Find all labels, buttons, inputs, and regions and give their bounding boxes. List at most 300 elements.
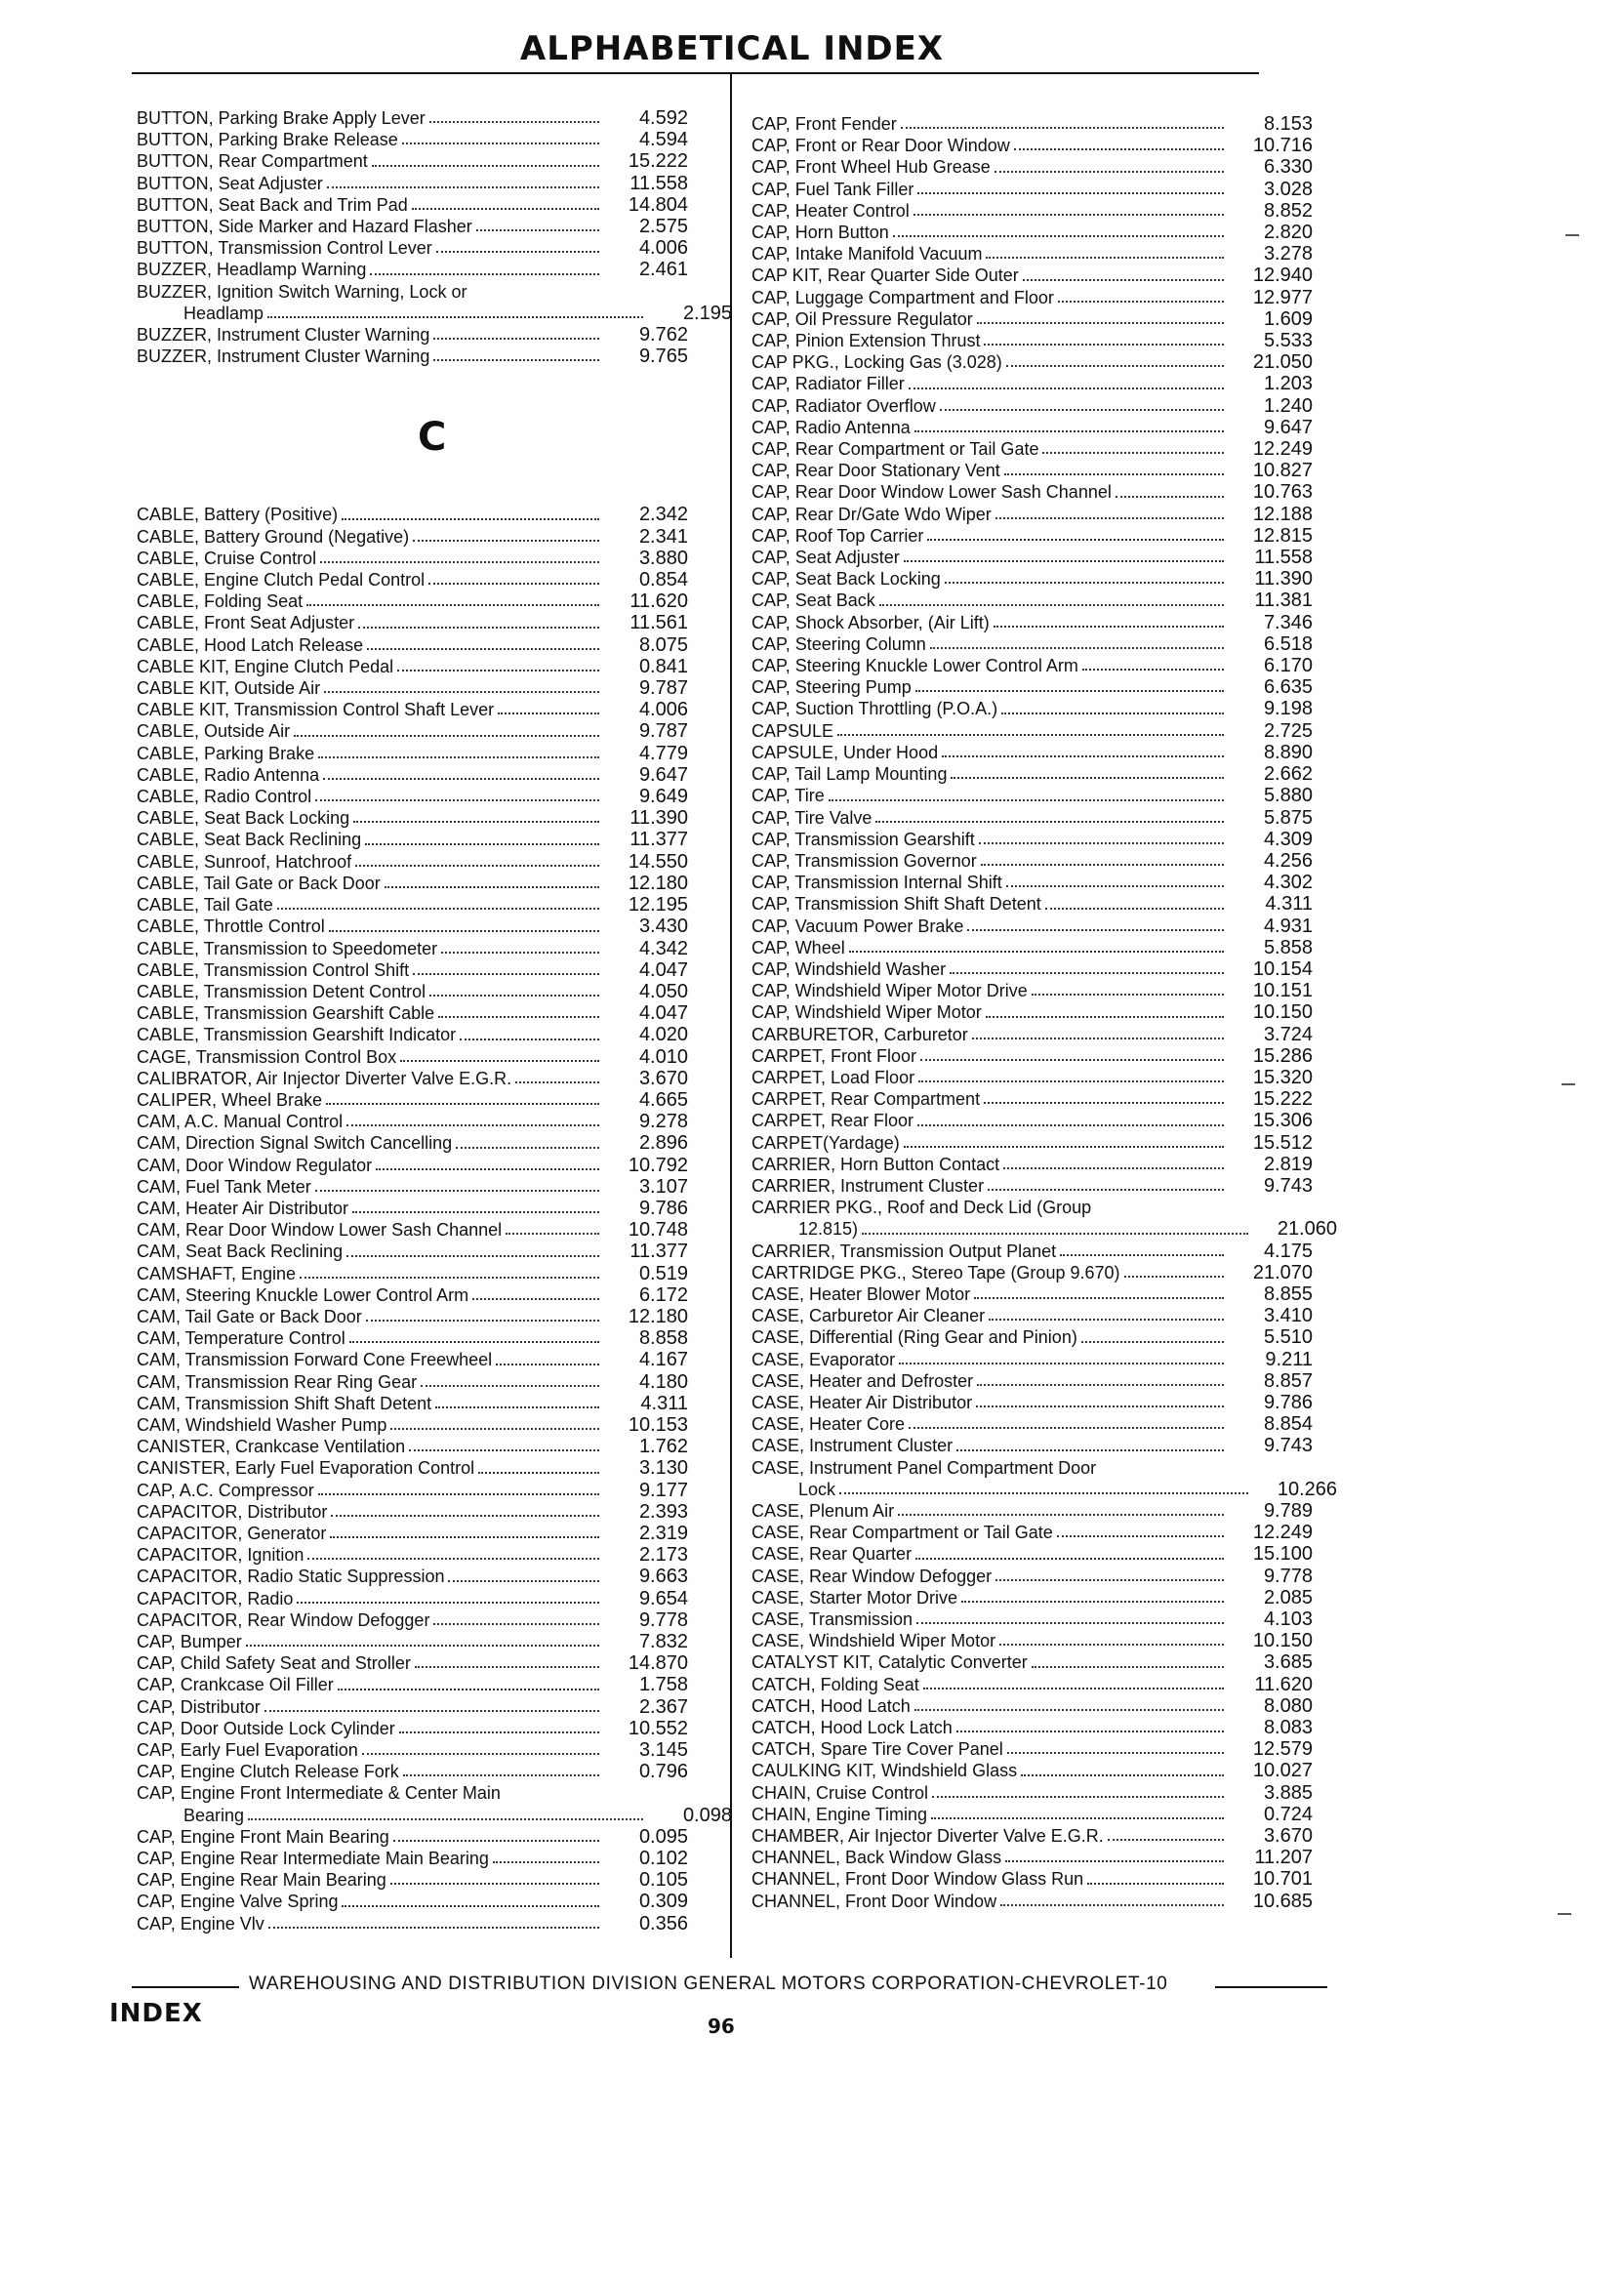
leader-dots [397,670,599,672]
entry-label: CHAIN, Engine Timing [751,1804,928,1824]
entry-label: CASE, Differential (Ring Gear and Pinion) [751,1327,1077,1348]
entry-label: CABLE, Outside Air [137,721,291,742]
index-entry [137,194,732,216]
leader-dots [352,1211,599,1213]
entry-label: CAM, Steering Knuckle Lower Control Arm [137,1284,469,1305]
entry-name [751,763,1230,785]
entry-name [137,569,605,590]
entry-reference-number: 2.341 [638,525,688,548]
entry-label: CAM, Door Window Regulator [137,1155,373,1175]
index-entry [751,1804,1337,1825]
index-entry [751,1001,1337,1023]
entry-label: CARRIER PKG., Roof and Deck Lid (Group [751,1198,1092,1218]
index-entry [137,656,732,677]
index-entry [751,1695,1337,1717]
entry-reference-number: 10.748 [628,1219,688,1242]
entry-reference-number: 5.880 [1263,785,1313,807]
leader-dots [1032,1666,1224,1668]
leader-dots [1000,1904,1224,1906]
leader-dots [984,344,1224,346]
leader-dots [915,1558,1224,1560]
leader-dots [918,1080,1224,1082]
leader-dots [370,273,599,275]
index-entry [751,1587,1337,1608]
entry-label: CALIPER, Wheel Brake [137,1089,323,1110]
entry-name [137,1826,605,1848]
entry-label: CAP, Rear Door Stationary Vent [751,461,1000,481]
entry-reference-number: 4.779 [638,742,688,764]
entry-reference-number: 9.211 [1265,1348,1313,1370]
entry-name [137,612,605,633]
entry-name [751,590,1230,611]
entry-reference-number: 0.098 [682,1804,732,1826]
entry-label: CABLE, Seat Back Locking [137,808,350,829]
leader-dots [995,1579,1224,1581]
entry-reference-number: 4.103 [1263,1608,1313,1631]
leader-dots [1082,669,1224,671]
entry-label: CABLE, Transmission Gearshift Indicator [137,1025,457,1045]
leader-dots [875,821,1224,823]
entry-reference-number: 4.311 [640,1392,688,1414]
entries-b-list [137,107,732,367]
entry-reference-number: 11.377 [629,829,688,851]
entry-label: CAP, Tail Lamp Mounting [751,764,948,785]
entry-name [137,1913,605,1934]
entry-label: CAM, Transmission Shift Shaft Detent [137,1393,432,1413]
entry-name [751,742,1230,763]
leader-dots [390,1883,599,1885]
leader-dots [372,165,599,167]
leader-dots [349,1341,599,1343]
entry-reference-number: 1.203 [1263,373,1313,395]
index-entry [751,1543,1337,1565]
leader-dots [956,1449,1224,1451]
entry-label: CARPET, Rear Floor [751,1111,914,1131]
index-entry [137,807,732,829]
leader-dots [402,142,599,144]
index-entry [137,699,732,720]
index-entry [137,1782,732,1804]
leader-dots [977,322,1224,324]
entry-label: CAP, Transmission Governor [751,850,977,871]
index-entry [751,980,1337,1001]
index-entry [751,807,1337,829]
leader-dots [995,171,1224,173]
entry-name [751,785,1230,806]
entry-reference-number: 14.870 [628,1652,688,1675]
entry-reference-number: 0.102 [638,1848,688,1870]
leader-dots [307,1558,599,1560]
entry-reference-number: 9.278 [638,1111,688,1133]
index-entry [751,179,1337,200]
entry-name [751,1305,1230,1326]
index-entry [137,590,732,612]
leader-dots [315,1190,599,1192]
index-entry [751,742,1337,763]
entry-reference-number: 12.180 [628,1305,688,1327]
entry-name [137,1457,605,1479]
entry-reference-number: 3.885 [1263,1781,1313,1804]
entry-reference-number: 2.367 [638,1695,688,1718]
index-entry [137,612,732,633]
entry-label: CAP, Crankcase Oil Filler [137,1675,334,1695]
entry-reference-number: 8.855 [1263,1282,1313,1305]
entry-label: CATALYST KIT, Catalytic Converter [751,1652,1028,1673]
entry-label: CASE, Rear Compartment or Tail Gate [751,1523,1053,1543]
leader-dots [909,387,1224,389]
entry-label: CAM, Transmission Forward Cone Freewheel [137,1350,493,1370]
index-entry [751,373,1337,394]
entry-reference-number: 10.827 [1252,460,1313,482]
entry-reference-number: 9.177 [638,1479,688,1501]
entry-name [751,1695,1230,1717]
entry-label: CATCH, Hood Latch [751,1695,911,1716]
entry-reference-number: 12.195 [628,894,688,916]
entries-right-list [751,113,1337,1912]
entry-label: CANISTER, Early Fuel Evaporation Control [137,1458,475,1479]
entry-name [137,1068,605,1089]
entry-label: CAM, Temperature Control [137,1328,345,1349]
entry-reference-number: 2.662 [1263,763,1313,786]
index-entry [137,1457,732,1479]
entry-name [137,1501,605,1523]
index-entry [751,1847,1337,1868]
index-entry [751,222,1337,243]
leader-dots [353,821,599,823]
index-entry [751,547,1337,568]
entry-name [751,829,1230,850]
entry-name [137,916,605,937]
index-entry [751,829,1337,850]
entry-label: CARPET(Yardage) [751,1132,900,1153]
index-entry [751,156,1337,178]
entry-reference-number: 11.561 [629,612,688,634]
leader-dots [951,777,1224,779]
entry-label: CASE, Heater Blower Motor [751,1283,971,1304]
entry-reference-number: 2.173 [638,1544,688,1567]
entry-label: CAPACITOR, Ignition [137,1545,304,1566]
entry-reference-number: 2.085 [1263,1586,1313,1608]
entry-label: CAP, Fuel Tank Filler [751,179,914,199]
title-rule [132,72,1259,74]
index-entry [751,1717,1337,1738]
entry-name [137,1739,605,1761]
index-entry [751,135,1337,156]
index-entry [137,938,732,959]
entry-name [751,1392,1230,1413]
footer-rule-right [1215,1986,1327,1988]
entry-name [137,1805,649,1826]
leader-dots [945,582,1224,584]
entry-label: CABLE, Parking Brake [137,743,315,763]
entry-name [137,1761,605,1782]
entry-name [751,1674,1230,1695]
entry-name [751,1738,1230,1760]
entry-label: CARBURETOR, Carburetor [751,1024,968,1044]
leader-dots [956,1730,1224,1732]
entry-label: CAP, Luggage Compartment and Floor [751,287,1054,307]
entry-name [751,872,1230,893]
entry-label: CARTRIDGE PKG., Stereo Tape (Group 9.670) [751,1262,1120,1282]
entry-name [751,937,1230,958]
entry-name [137,1176,605,1198]
entry-label: CANISTER, Crankcase Ventilation [137,1437,406,1457]
entry-name [751,1566,1230,1587]
index-entry [137,720,732,742]
entry-reference-number: 14.804 [628,193,688,216]
entry-label: CAP, Windshield Wiper Motor [751,1002,982,1023]
entry-label: CABLE, Front Seat Adjuster [137,613,355,633]
entry-reference-number: 9.786 [638,1197,688,1219]
entry-label: CAM, Direction Signal Switch Cancelling [137,1133,453,1154]
entry-label: BUZZER, Instrument Cluster Warning [137,325,430,346]
index-entry [137,1349,732,1370]
entry-reference-number: 9.663 [638,1566,688,1588]
index-entry [751,1045,1337,1067]
entry-name [137,851,605,873]
leader-dots [930,647,1224,649]
entry-label: CASE, Heater Core [751,1414,906,1435]
leader-dots [277,908,599,910]
entry-name [751,1154,1230,1175]
index-entry [751,633,1337,655]
index-entry [751,1305,1337,1326]
entry-reference-number: 14.550 [628,850,688,873]
entry-name [137,1155,605,1176]
leader-dots [904,560,1224,562]
margin-mark [1558,1913,1571,1915]
entry-label: CAP, Seat Back [751,590,875,611]
entry-label: CAPACITOR, Radio [137,1588,294,1608]
leader-dots [899,1363,1224,1364]
left-column [137,107,732,1934]
index-entry-continuation [137,303,732,324]
index-entry [137,548,732,569]
leader-dots [355,865,599,867]
leader-dots [390,1428,599,1430]
entry-name [751,1088,1230,1110]
index-entry [751,1782,1337,1804]
index-entry [751,893,1337,915]
entry-name [137,1089,605,1111]
leader-dots [914,214,1224,216]
entry-reference-number: 3.670 [638,1067,688,1089]
entry-label: CASE, Transmission [751,1609,914,1630]
leader-dots [1087,1883,1224,1885]
entry-name [751,612,1230,633]
entry-name [751,568,1230,590]
entry-reference-number: 6.170 [1263,655,1313,677]
entry-reference-number: 0.356 [638,1912,688,1934]
entry-label: CAULKING KIT, Windshield Glass [751,1761,1018,1781]
entry-name [751,1370,1230,1392]
index-entry [137,894,732,916]
entry-name [751,1001,1230,1023]
index-entry [751,287,1337,308]
entry-reference-number: 11.381 [1254,590,1313,612]
entry-label: CASE, Instrument Cluster [751,1436,954,1456]
entry-label: CAP, Engine Rear Intermediate Main Bearing [137,1849,489,1869]
entry-name [751,330,1230,351]
entry-label: CAP, Bumper [137,1632,242,1651]
index-entry [751,438,1337,460]
entry-name [137,1609,605,1631]
index-entry [137,1674,732,1695]
entry-reference-number: 1.762 [638,1436,688,1458]
entry-name [137,1198,605,1219]
entry-label: CAP PKG., Locking Gas (3.028) [751,352,1002,373]
leader-dots [331,1515,599,1517]
index-entry [751,1175,1337,1197]
leader-dots [412,208,599,210]
entry-label: CAP, Front Fender [751,114,897,134]
leader-dots [399,1731,599,1733]
leader-dots [438,1016,599,1018]
entry-name [137,1588,605,1609]
entry-reference-number: 9.787 [638,677,688,700]
index-entry [751,1283,1337,1305]
leader-dots [326,1103,599,1105]
leader-dots [385,886,599,888]
entry-label: CAP, Seat Adjuster [751,548,900,568]
entry-reference-number: 4.342 [638,937,688,959]
index-entry [751,1522,1337,1543]
leader-dots [1116,496,1224,498]
leader-dots [999,1644,1224,1646]
index-entry [137,1393,732,1414]
entry-reference-number: 11.390 [629,807,688,830]
index-entry [751,1738,1337,1760]
entry-reference-number: 10.154 [1252,957,1313,980]
entry-name [137,1544,605,1566]
entry-reference-number: 5.875 [1263,806,1313,829]
entry-reference-number: 9.647 [1263,416,1313,438]
entry-reference-number: 10.027 [1252,1760,1313,1782]
entry-name [751,633,1230,655]
index-entry [137,150,732,172]
entry-reference-number: 3.430 [638,916,688,938]
leader-dots [1021,1774,1224,1776]
leader-dots [376,1168,599,1170]
footer-publisher-line: WAREHOUSING AND DISTRIBUTION DIVISION GENERAL MOTORS CORPORATION-CHEVROLET-10 [249,1974,1168,1994]
index-entry [137,107,732,129]
entry-reference-number: 3.028 [1263,178,1313,200]
index-entry [751,1326,1337,1348]
entry-name [137,259,605,280]
entry-name [751,1543,1230,1565]
entry-reference-number: 11.207 [1254,1847,1313,1869]
entry-label: CAP, Steering Knuckle Lower Control Arm [751,656,1078,676]
leader-dots [366,1320,599,1322]
index-entry [751,1132,1337,1154]
entry-label: CABLE, Radio Antenna [137,764,320,785]
footer-rule-left [132,1986,239,1988]
leader-dots [493,1861,599,1863]
entry-label: CAM, Transmission Rear Ring Gear [137,1371,418,1392]
entry-name [751,655,1230,676]
leader-dots [429,995,599,997]
entry-label: CAP, Heater Control [751,200,910,221]
entry-label: CAPACITOR, Radio Static Suppression [137,1567,445,1587]
entry-name [137,107,605,129]
entry-label: BUTTON, Parking Brake Release [137,130,398,150]
index-entry [137,173,732,194]
entry-reference-number: 0.309 [638,1891,688,1913]
entry-label: CAP, Steering Column [751,633,926,654]
leader-dots [988,1189,1224,1191]
entry-label: CASE, Heater and Defroster [751,1370,974,1391]
index-entry [137,1371,732,1393]
entry-name [137,303,649,324]
entry-name [751,1067,1230,1088]
entry-label: CAPACITOR, Distributor [137,1501,328,1522]
entry-reference-number: 2.575 [638,216,688,238]
entry-label: CAP, Suction Throttling (P.O.A.) [751,699,998,719]
leader-dots [976,1405,1224,1407]
leader-dots [1001,712,1224,714]
index-entry [751,1630,1337,1651]
index-entry [137,764,732,786]
entry-label: CAP, Early Fuel Evaporation [137,1740,358,1761]
entry-reference-number: 12.977 [1252,286,1313,308]
entry-name [751,417,1230,438]
entry-reference-number: 8.083 [1263,1717,1313,1739]
leader-dots [917,192,1224,194]
entry-label: BUTTON, Rear Compartment [137,151,368,172]
entry-label: CABLE, Battery (Positive) [137,505,339,525]
entry-reference-number: 12.579 [1252,1738,1313,1761]
index-entry [751,525,1337,547]
entry-name [751,1024,1230,1045]
index-entry [137,1826,732,1848]
leader-dots [329,930,599,932]
entry-label: CAP KIT, Rear Quarter Side Outer [751,265,1019,286]
entry-reference-number: 11.620 [629,590,688,613]
index-entry [137,504,732,525]
leader-dots [917,1124,1224,1126]
index-entry [137,1652,732,1674]
entry-name [751,850,1230,872]
leader-dots [901,127,1224,129]
entry-label: CAP, A.C. Compressor [137,1480,314,1500]
entry-label: CAM, Tail Gate or Back Door [137,1306,362,1326]
index-entry [137,1068,732,1089]
entry-label: CHANNEL, Front Door Window Glass Run [751,1869,1084,1890]
entry-reference-number: 2.461 [638,259,688,281]
index-entry-continuation [751,1218,1337,1240]
index-entry [751,958,1337,980]
entry-label: CASE, Plenum Air [751,1501,895,1521]
index-entry [137,1523,732,1544]
entry-label: BUZZER, Ignition Switch Warning, Lock or [137,281,467,302]
leader-dots [472,1298,599,1300]
index-entry [137,1631,732,1652]
entry-reference-number: 10.685 [1252,1890,1313,1912]
footer-section-label: INDEX [109,1999,203,2028]
entry-reference-number: 10.266 [1277,1478,1337,1500]
index-entry [137,1566,732,1587]
entry-reference-number: 6.635 [1263,676,1313,699]
entry-label: CARRIER, Instrument Cluster [751,1175,985,1196]
leader-dots [915,690,1224,692]
leader-dots [829,799,1224,801]
entry-name [137,1848,605,1869]
entry-name [751,1175,1230,1197]
entry-reference-number: 3.670 [1263,1825,1313,1848]
entry-name [137,981,605,1002]
index-entry [137,1284,732,1306]
index-entry [751,1392,1337,1413]
